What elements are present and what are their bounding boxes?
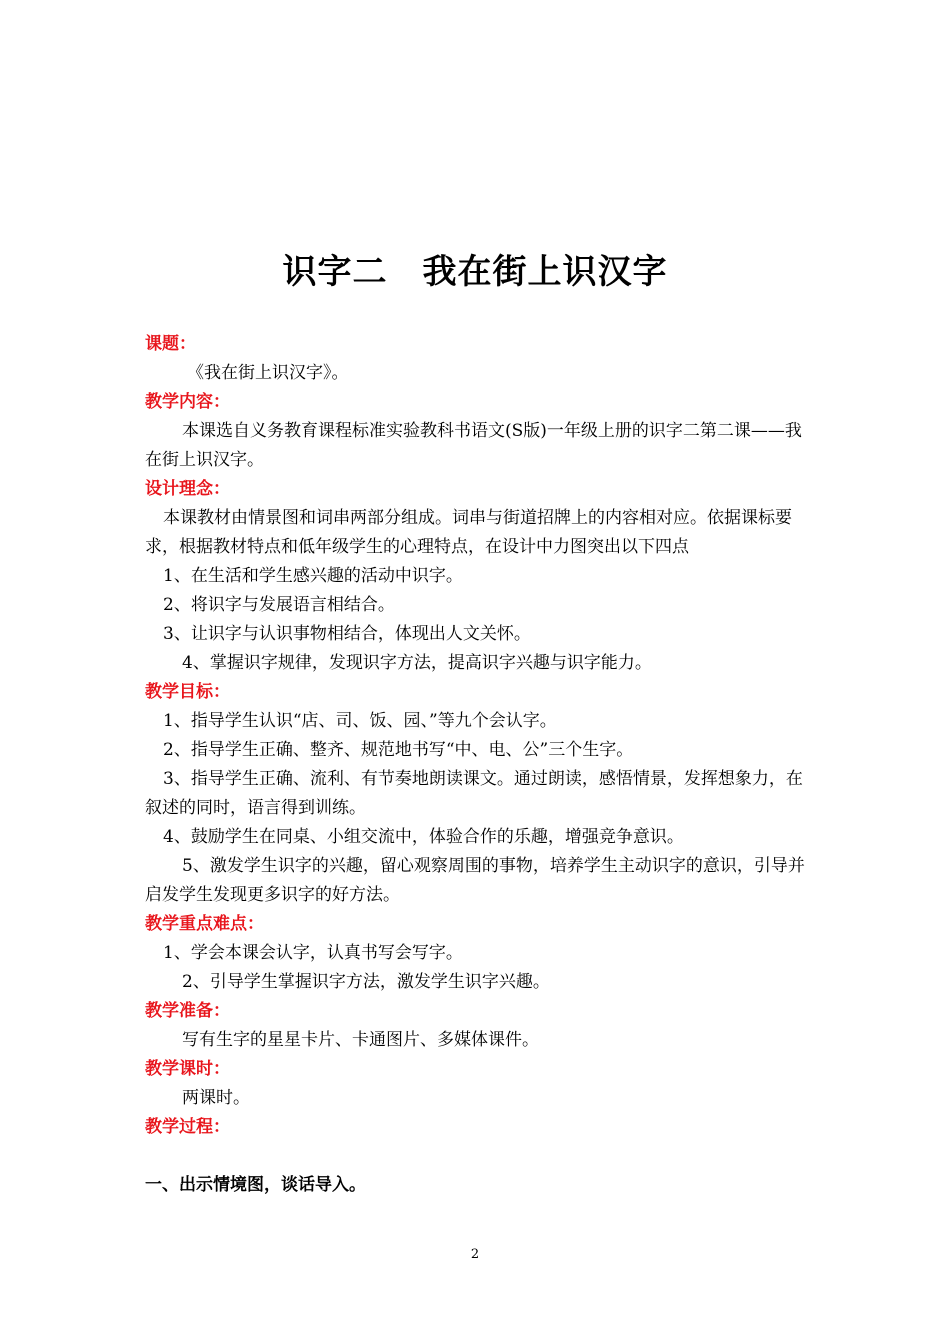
keypoints-heading: 教学重点难点： — [145, 914, 264, 934]
concept-item: 3、让识字与认识事物相结合，体现出人文关怀。 — [163, 624, 531, 644]
document-body — [145, 330, 810, 1200]
concept-item: 1、在生活和学生感兴趣的活动中识字。 — [163, 566, 463, 586]
page-number: 2 — [470, 1247, 480, 1262]
process-heading: 教学过程： — [145, 1117, 230, 1137]
topic-text: 《我在街上识汉字》。 — [187, 363, 349, 383]
keypoint-item: 2、引导学生掌握识字方法，激发学生识字兴趣。 — [182, 972, 550, 992]
prep-heading: 教学准备： — [145, 1001, 230, 1021]
concept-item: 4、掌握识字规律，发现识字方法，提高识字兴趣与识字能力。 — [182, 653, 652, 673]
topic-heading: 课题： — [145, 334, 196, 354]
document-title: 识字二 我在街上识汉字 — [282, 252, 668, 292]
goal-item: 5、激发学生识字的兴趣，留心观察周围的事物，培养学生主动识字的意识，引导并启发学生发现更多识字的好方法。 — [145, 856, 805, 905]
blank-line — [145, 1142, 810, 1171]
concept-heading: 设计理念： — [145, 479, 230, 499]
concept-intro: 本课教材由情景图和词串两部分组成。词串与街道招牌上的内容相对应。依据课标要求，根据教材特点和低年级学生的心理特点，在设计中力图突出以下四点 — [145, 508, 792, 557]
concept-item: 2、将识字与发展语言相结合。 — [163, 595, 395, 615]
keypoint-item: 1、学会本课会认字，认真书写会写字。 — [163, 943, 463, 963]
goal-item: 2、指导学生正确、整齐、规范地书写“中、电、公”三个生字。 — [163, 740, 634, 760]
goal-item: 3、指导学生正确、流利、有节奏地朗读课文。通过朗读，感悟情景，发挥想象力，在叙述的同时，语言得到训练。 — [145, 769, 803, 818]
content-text: 本课选自义务教育课程标准实验教科书语文(S版)一年级上册的识字二第二课——我在街上识汉字。 — [145, 421, 802, 470]
hours-heading: 教学课时： — [145, 1059, 230, 1079]
step-one-heading: 一、出示情境图，谈话导入。 — [145, 1175, 366, 1195]
goal-item: 4、鼓励学生在同桌、小组交流中，体验合作的乐趣，增强竞争意识。 — [163, 827, 684, 847]
content-heading: 教学内容： — [145, 392, 230, 412]
goal-item: 1、指导学生认识“店、司、饭、园、”等九个会认字。 — [163, 711, 557, 731]
goals-heading: 教学目标： — [145, 682, 230, 702]
prep-text: 写有生字的星星卡片、卡通图片、多媒体课件。 — [182, 1030, 539, 1050]
hours-text: 两课时。 — [182, 1088, 250, 1108]
